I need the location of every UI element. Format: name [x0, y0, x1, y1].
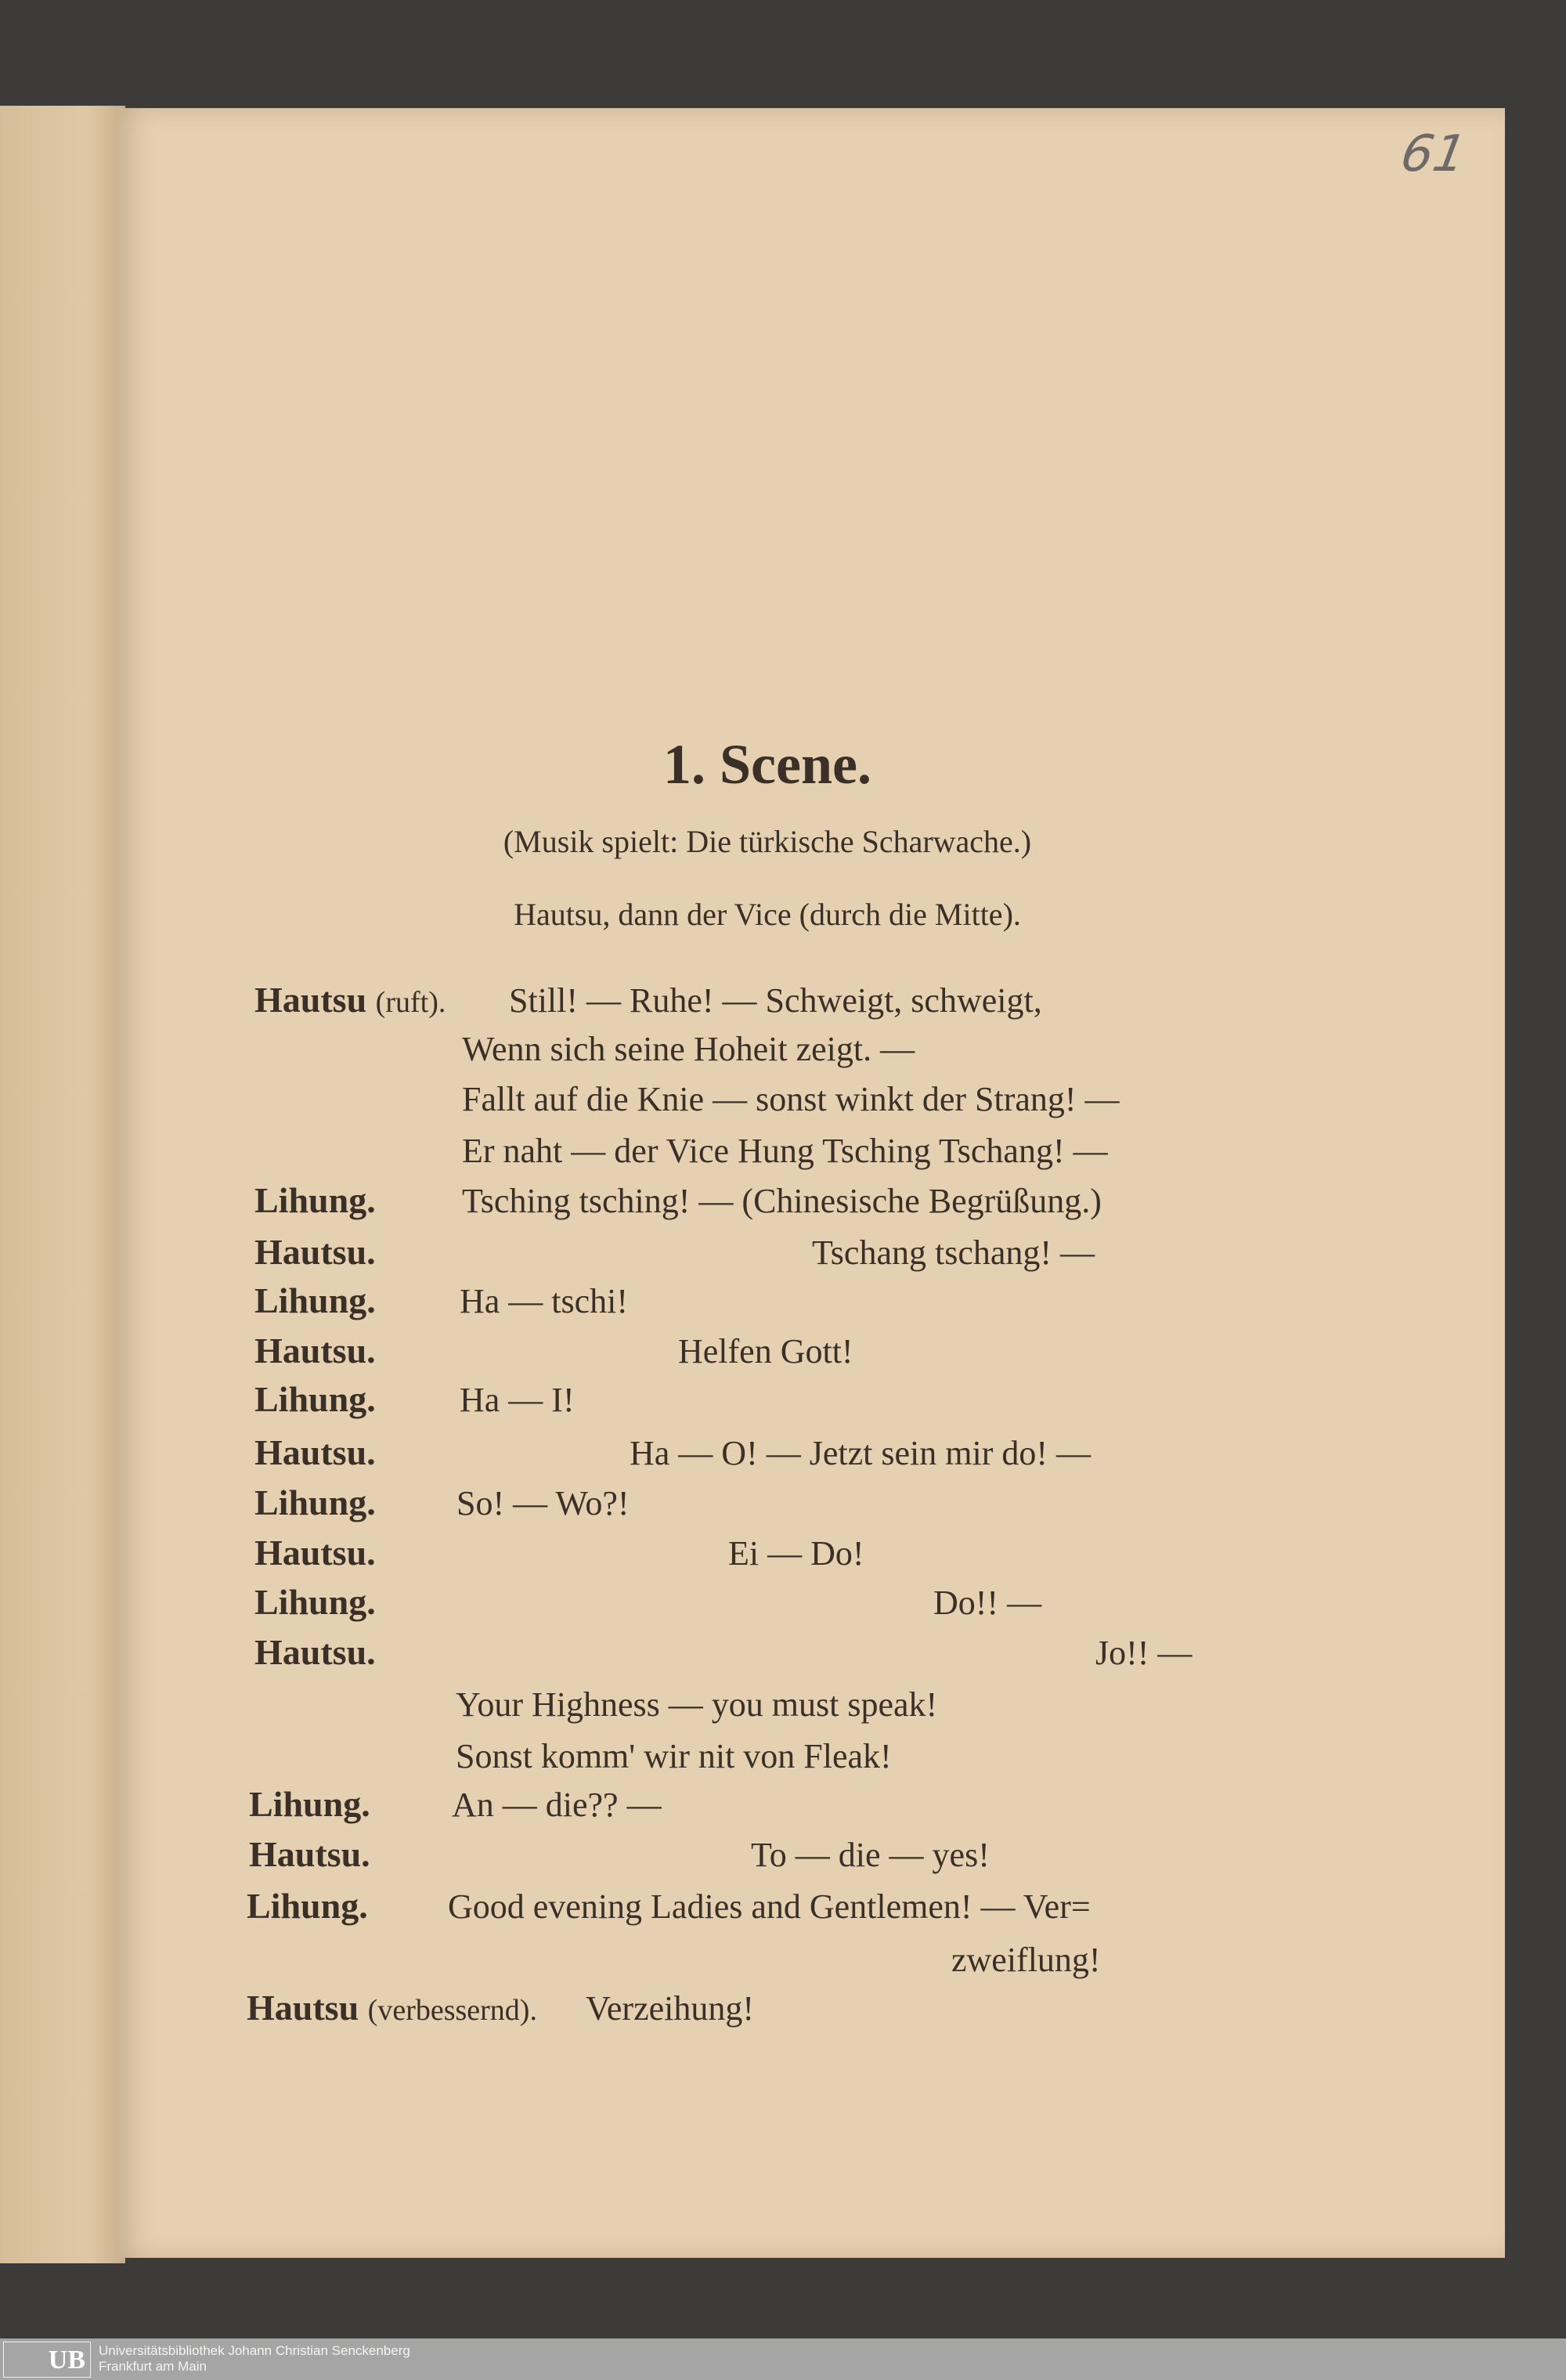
speaker: Hautsu. [254, 1533, 376, 1573]
dialogue-line: Ei — Do! [728, 1534, 864, 1573]
library-footer [0, 2338, 1566, 2380]
dialogue-line: To — die — yes! [751, 1836, 990, 1874]
dialogue-line: zweiflung! [951, 1941, 1101, 1979]
dialogue-line: So! — Wo?! [456, 1484, 630, 1522]
entrance-direction: Hautsu, dann der Vice (durch die Mitte). [514, 897, 1021, 932]
speaker: Lihung. [247, 1886, 368, 1926]
dialogue-line: Verzeihung! [586, 1989, 755, 2028]
dialogue-line: Good evening Ladies and Gentlemen! — Ver= [448, 1887, 1091, 1926]
speaker: Hautsu (ruft). [254, 980, 446, 1020]
scene-title: 1. Scene. [663, 733, 871, 796]
speaker: Hautsu. [254, 1632, 376, 1672]
dialogue-line: An — die?? — [452, 1786, 662, 1824]
speaker: Lihung. [249, 1784, 370, 1824]
speaker: Hautsu (verbessernd). [247, 1988, 537, 2028]
stage-direction: (Musik spielt: Die türkische Scharwache.) [503, 824, 1032, 859]
dialogue-line: Ha — O! — Jetzt sein mir do! — [630, 1434, 1091, 1472]
dialogue-line: Your Highness — you must speak! [456, 1685, 938, 1724]
dialogue-line: Still! — Ruhe! — Schweigt, schweigt, [509, 981, 1042, 1020]
page-number: 61 [1396, 125, 1470, 183]
speaker: Hautsu. [254, 1232, 376, 1272]
dialogue-line: Sonst komm' wir nit von Fleak! [456, 1737, 892, 1775]
dialogue-line: Helfen Gott! [678, 1332, 853, 1371]
left-page-edge [0, 106, 125, 2263]
speaker: Lihung. [254, 1483, 376, 1522]
library-location: Frankfurt am Main [99, 2359, 207, 2374]
speaker: Lihung. [254, 1379, 376, 1419]
speaker: Hautsu. [254, 1331, 376, 1371]
speaker: Lihung. [254, 1280, 376, 1320]
speaker: Lihung. [254, 1582, 376, 1622]
dialogue-line: Fallt auf die Knie — sonst winkt der Strang! — [462, 1080, 1120, 1118]
dialogue-line: Ha — I! [460, 1381, 575, 1419]
ub-logo: UB [3, 2342, 91, 2378]
speaker: Hautsu. [254, 1432, 376, 1472]
dialogue-line: Tschang tschang! — [812, 1233, 1095, 1272]
dialogue-line: Wenn sich seine Hoheit zeigt. — [462, 1030, 915, 1068]
dialogue-line: Jo!! — [1095, 1634, 1193, 1672]
dialogue-line: Tsching tsching! — (Chinesische Begrüßung.) [462, 1182, 1102, 1220]
dialogue-line: Do!! — [933, 1584, 1042, 1622]
dialogue-line: Er naht — der Vice Hung Tsching Tschang! — [462, 1132, 1108, 1170]
dialogue-line: Ha — tschi! [460, 1282, 629, 1320]
speaker: Lihung. [254, 1180, 376, 1220]
speaker: Hautsu. [249, 1834, 370, 1874]
library-name: Universitätsbibliothek Johann Christian Senckenberg [99, 2343, 410, 2358]
